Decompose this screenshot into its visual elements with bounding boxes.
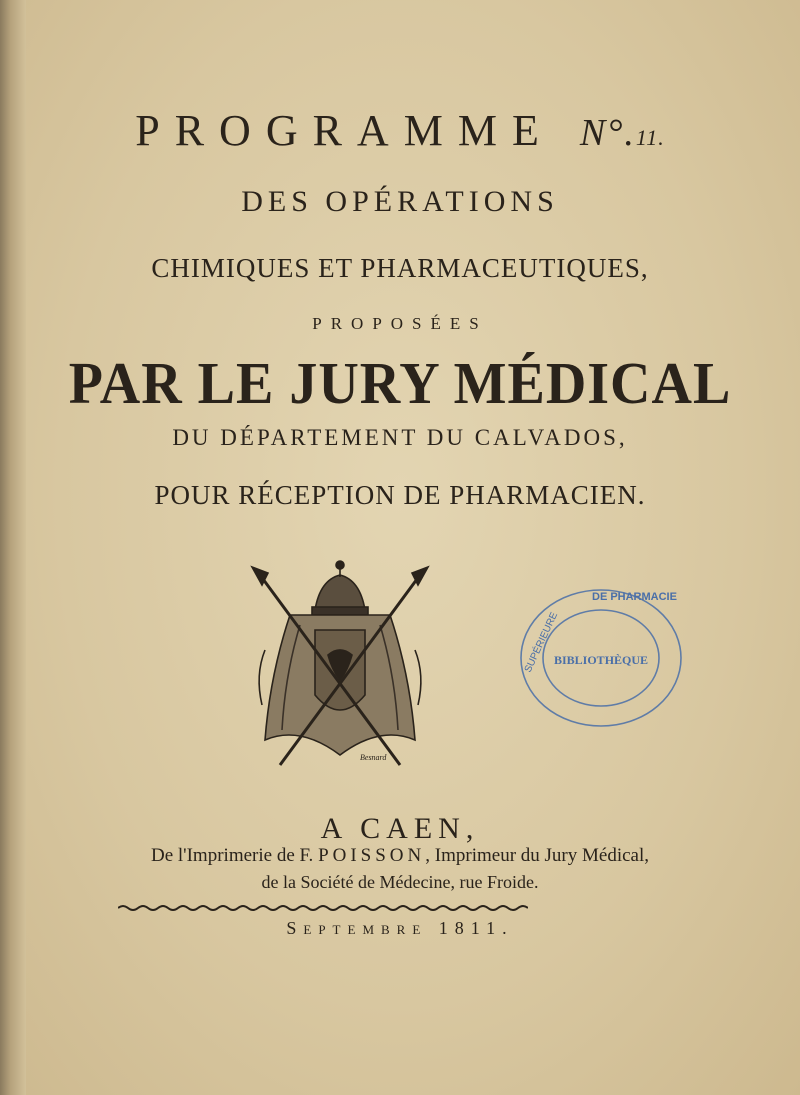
subtitle-line-1: DES OPÉRATIONS	[241, 185, 559, 218]
printer-suffix: , Imprimeur du Jury Médical,	[425, 845, 649, 866]
handwritten-number: 11.	[635, 125, 665, 150]
imprint-society: de la Société de Médecine, rue Froide.	[261, 872, 539, 892]
library-stamp-icon	[512, 578, 690, 738]
subtitle-line-6: POUR RÉCEPTION DE PHARMACIEN.	[154, 480, 646, 510]
title-number: N°.	[579, 112, 636, 154]
title-line	[0, 105, 800, 156]
subtitle-line-5: DU DÉPARTEMENT DU CALVADOS,	[172, 425, 628, 450]
printer-prefix: De l'Imprimerie de F.	[151, 845, 314, 866]
stamp-left-text: SUPÉRIEURE	[522, 610, 561, 675]
printer-name: POISSON	[318, 845, 426, 866]
imprint-printer	[0, 845, 800, 867]
stamp-top-text: DE PHARMACIE	[592, 591, 677, 603]
subtitle-line-4: PAR LE JURY MÉDICAL	[68, 351, 732, 417]
stamp-center-text: BIBLIOTHÈQUE	[554, 653, 649, 667]
subtitle-line-2: CHIMIQUES ET PHARMACEUTIQUES,	[151, 253, 649, 283]
ornamental-rule	[118, 904, 528, 912]
title-main: PROGRAMME	[135, 106, 554, 155]
coat-of-arms-icon	[240, 555, 440, 775]
imprint-date: Septembre 1811.	[286, 918, 514, 938]
imprint-city: A CAEN,	[320, 812, 480, 845]
subtitle-line-3: PROPOSÉES	[312, 314, 488, 333]
engraver-signature: Besnard	[360, 753, 387, 762]
